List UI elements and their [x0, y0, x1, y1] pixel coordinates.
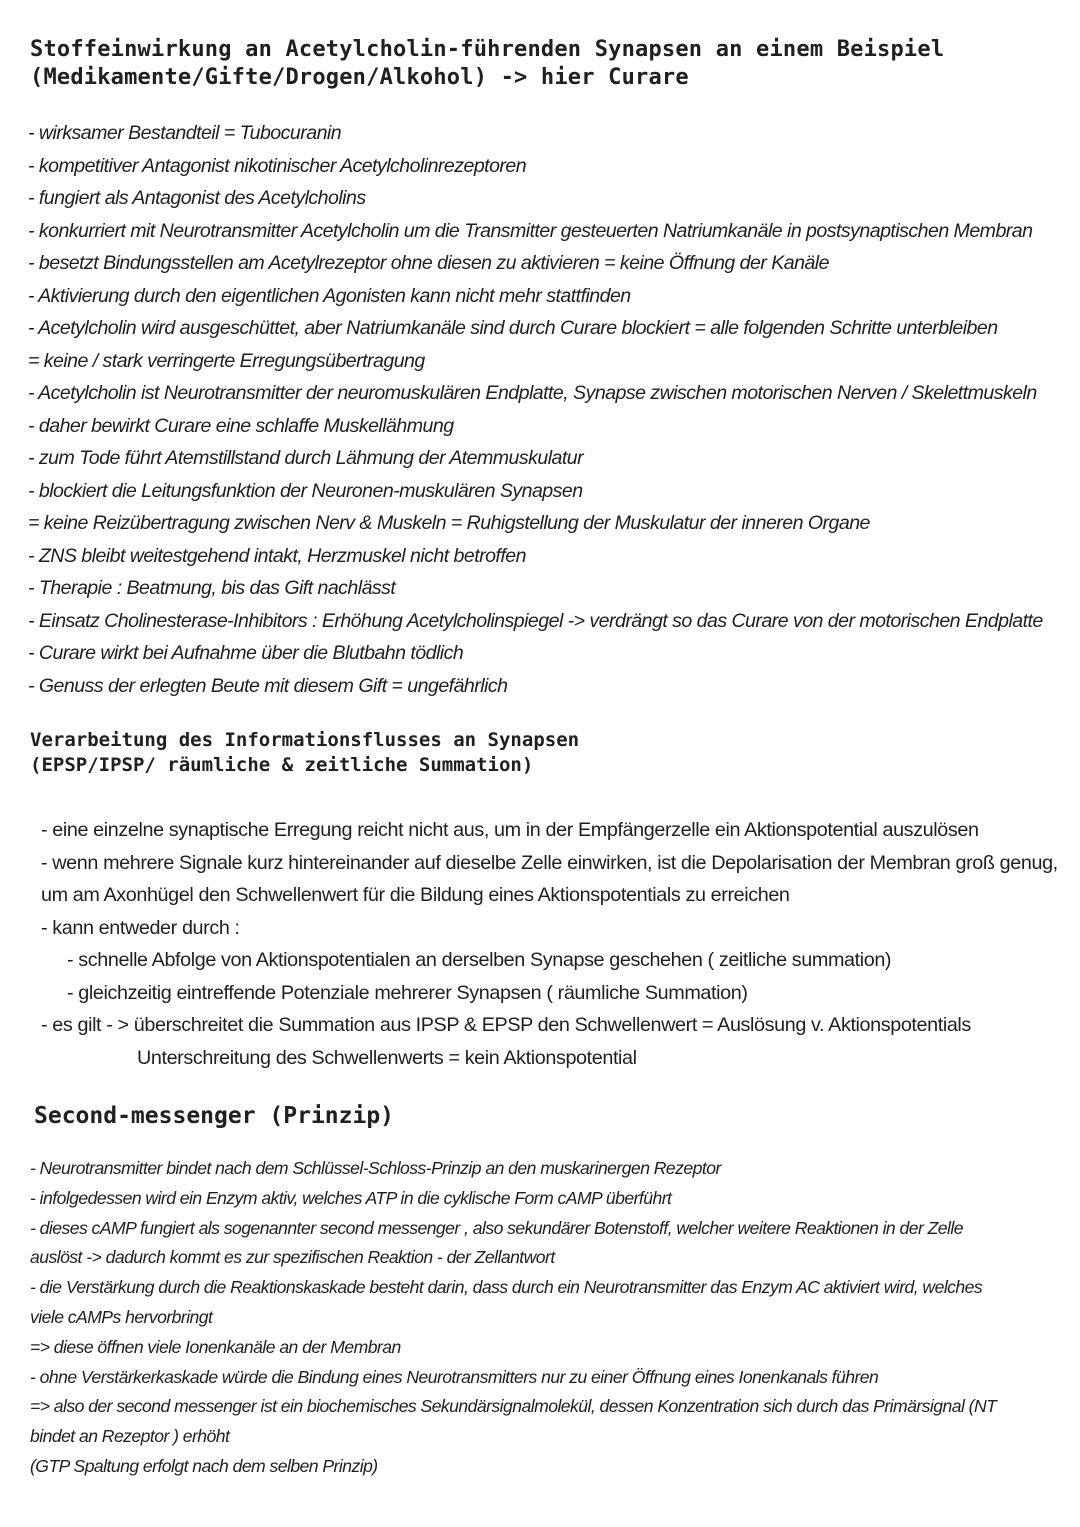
note-line: - besetzt Bindungsstellen am Acetylrezeptor ohne diesen zu aktivieren = keine Öffnung der Kanäle [28, 252, 829, 274]
note-line: - blockiert die Leitungsfunktion der Neuronen-muskulären Synapsen [28, 479, 583, 502]
section-heading-second-messenger: Second-messenger (Prinzip) [34, 1103, 395, 1129]
note-line: - konkurriert mit Neurotransmitter Acetylcholin um die Transmitter gesteuerten Natriumkanäle in postsynaptischen Membran [28, 219, 1033, 242]
note-line: - infolgedessen wird ein Enzym aktiv, welches ATP in die cyklische Form cAMP überführt [30, 1187, 672, 1208]
note-line: - ohne Verstärkerkaskade würde die Bindung eines Neurotransmitters nur zu einer Öffnung eines Ionenkanals führen [30, 1366, 879, 1387]
note-line: - Therapie : Beatmung, bis das Gift nachlässt [28, 577, 396, 599]
heading-line: (Medikamente/Gifte/Drogen/Alkohol) -> hier Curare [30, 64, 689, 90]
note-line: - schnelle Abfolge von Aktionspotentialen an derselben Synapse geschehen ( zeitliche summation) [67, 949, 892, 971]
note-line: viele cAMPs hervorbringt [30, 1306, 213, 1327]
note-line: - Acetylcholin ist Neurotransmitter der neuromuskulären Endplatte, Synapse zwischen motorischen Nerven / Skelettmuskeln [28, 382, 1037, 404]
note-line: - Genuss der erlegten Beute mit diesem Gift = ungefährlich [28, 674, 508, 697]
note-line: um am Axonhügel den Schwellenwert für die Bildung eines Aktionspotentials zu erreichen [41, 884, 790, 906]
note-line: - wirksamer Bestandteil = Tubocuranin [28, 122, 342, 144]
heading-line: Verarbeitung des Informationsflusses an Synapsen [30, 729, 580, 751]
note-line: - Neurotransmitter bindet nach dem Schlüssel-Schloss-Prinzip an den muskarinergen Rezeptor [30, 1158, 721, 1178]
note-line: - eine einzelne synaptische Erregung reicht nicht aus, um in der Empfängerzelle ein Aktionspotential auszulösen [41, 819, 979, 841]
note-line: = keine / stark verringerte Erregungsübertragung [28, 349, 425, 372]
note-line: - ZNS bleibt weitestgehend intakt, Herzmuskel nicht betroffen [28, 544, 526, 567]
note-line: - kompetitiver Antagonist nikotinischer Acetylcholinrezeptoren [28, 154, 527, 177]
note-line: Unterschreitung des Schwellenwerts = kein Aktionspotential [137, 1046, 637, 1069]
note-line: => diese öffnen viele Ionenkanäle an der Membran [30, 1336, 401, 1357]
note-line: - Aktivierung durch den eigentlichen Agonisten kann nicht mehr stattfinden [28, 284, 631, 307]
note-line: (GTP Spaltung erfolgt nach dem selben Prinzip) [30, 1455, 378, 1476]
note-line: auslöst -> dadurch kommt es zur spezifischen Reaktion - der Zellantwort [30, 1247, 555, 1268]
section-heading-summation [30, 728, 730, 777]
note-line: - daher bewirkt Curare eine schlaffe Muskellähmung [28, 414, 454, 437]
heading-line: (EPSP/IPSP/ räumliche & zeitliche Summation) [30, 753, 534, 776]
note-line: - Einsatz Cholinesterase-Inhibitors : Erhöhung Acetylcholinspiegel -> verdrängt so das Curare von der motorischen Endplatte [28, 609, 1043, 632]
note-line: bindet an Rezeptor ) erhöht [30, 1426, 230, 1447]
note-line: - die Verstärkung durch die Reaktionskaskade besteht darin, dass durch ein Neurotransmitter das Enzym AC aktiviert wird, welches [30, 1277, 983, 1298]
note-line: - fungiert als Antagonist des Acetylcholins [28, 187, 366, 209]
curare-notes [28, 117, 1068, 702]
note-line: - kann entweder durch : [41, 916, 240, 939]
second-messenger-notes [30, 1154, 1050, 1482]
note-line: = keine Reizübertragung zwischen Nerv & Muskeln = Ruhigstellung der Muskulatur der inneren Organe [28, 512, 870, 534]
summation-notes [41, 814, 1071, 1074]
note-line: - zum Tode führt Atemstillstand durch Lähmung der Atemmuskulatur [28, 447, 584, 469]
note-line: - gleichzeitig eintreffende Potenziale mehrerer Synapsen ( räumliche Summation) [67, 981, 748, 1004]
note-line: => also der second messenger ist ein biochemisches Sekundärsignalmolekül, dessen Konzentration sich durch das Primärsignal (NT [30, 1396, 997, 1417]
note-line: - es gilt - > überschreitet die Summation aus IPSP & EPSP den Schwellenwert = Auslösung v. Aktionspotentials [41, 1014, 971, 1036]
heading-line: Stoffeinwirkung an Acetylcholin-führenden Synapsen an einem Beispiel [30, 37, 945, 62]
note-line: - Curare wirkt bei Aufnahme über die Blutbahn tödlich [28, 642, 464, 664]
note-line: - wenn mehrere Signale kurz hintereinander auf dieselbe Zelle einwirken, ist die Depolarisation der Membran groß genug, [41, 851, 1058, 874]
note-line: - dieses cAMP fungiert als sogenannter second messenger , also sekundärer Botenstoff, welcher weitere Reaktionen in der Zelle [30, 1217, 963, 1238]
section-heading-curare [30, 36, 1040, 91]
note-line: - Acetylcholin wird ausgeschüttet, aber Natriumkanäle sind durch Curare blockiert = alle folgenden Schritte unterbleiben [28, 317, 998, 339]
